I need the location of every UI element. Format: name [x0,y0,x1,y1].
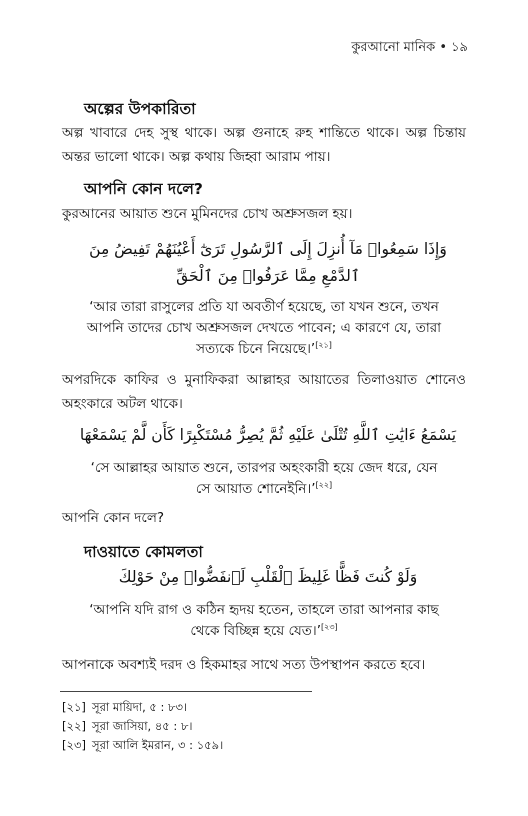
footnote-number: [২১] [62,700,86,714]
quote-text: ‘আর তারা রাসুলের প্রতি যা অবতীর্ণ হয়েছে, তা যখন শুনে, তখন আপনি তাদের চোখ অশ্রুসজল দেখতে পাবেন; এ কারণে যে, তারা সত্যকে চিনে নিয়েছে।’ [86,299,442,357]
footnote-text: সূরা মায়িদা, ৫ : ৮৩। [92,700,188,714]
arabic-verse-3: وَلَوْ كُنتَ فَظًّا غَلِيظَ ٱلْقَلْبِ لَٱنفَضُّوا۟ مِنْ حَوْلِكَ [118,568,418,586]
translation-quote-1 [82,297,446,360]
footnote-ref: [২৩] [321,622,338,632]
header-bullet: • [439,40,447,55]
paragraph-benefits: অল্প খাবারে দেহ সুস্থ থাকে। অল্প গুনাহে রুহ শান্তিতে থাকে। অল্প চিন্তায় অন্তর ভালো থাকে। অল্প কথায় জিহ্বা আরাম পায়। [62,125,466,165]
translation-quote-3 [82,600,446,642]
footnote-ref: [২২] [315,480,333,490]
quote-text: ‘আপনি যদি রাগ ও কঠিন হৃদয় হতেন, তাহলে তারা আপনার কাছ থেকে বিচ্ছিন্ন হয়ে যেত।’ [89,602,439,639]
header-title: কুরআনো মানিক [351,40,436,55]
translation-quote-2 [82,458,446,500]
paragraph-contrast: অপরদিকে কাফির ও মুনাফিকরা আল্লাহর আয়াতের তিলাওয়াত শোনেও অহংকারে অটল থাকে। [62,372,466,412]
footnote-divider [60,691,312,692]
paragraph-closing: আপনাকে অবশ্যই দরদ ও হিকমাহর সাথে সত্য উপস্থাপন করতে হবে। [62,657,426,673]
page-number: ১৯ [451,40,468,55]
running-header [351,38,468,59]
arabic-verse-2: يَسْمَعُ ءَايَٰتِ ٱللَّهِ تُتْلَىٰ عَلَيْهِ ثُمَّ يُصِرُّ مُسْتَكْبِرًا كَأَن لَّمْ يَسْمَعْهَا [79,426,457,444]
paragraph-intro: কুরআনের আয়াত শুনে মুমিনদের চোখ অশ্রুসজল হয়। [62,206,353,222]
section-heading-benefits: অল্পের উপকারিতা [84,100,196,118]
footnote-text: সূরা জাসিয়া, ৪৫ : ৮। [92,719,193,733]
footnote-1 [62,699,187,718]
section-heading-which-group: আপনি কোন দলে? [84,180,203,198]
section-heading-gentleness: দাওয়াতে কোমলতা [84,543,203,561]
footnote-number: [২৩] [62,738,86,752]
footnote-2 [62,718,193,737]
footnote-text: সূরা আলি ইমরান, ৩ : ১৫৯। [92,738,224,752]
footnote-number: [২২] [62,719,86,733]
footnote-ref: [২১] [315,340,332,350]
question-line: আপনি কোন দলে? [62,510,165,526]
footnote-3 [62,737,223,756]
arabic-verse-1: وَإِذَا سَمِعُوا۟ مَآ أُنزِلَ إِلَى ٱلرَّسُولِ تَرَىٰٓ أَعْيُنَهُمْ تَفِيضُ مِنَ ٱلدَّمْعِ مِمَّا عَرَفُوا۟ مِنَ ٱلْحَقِّ [89,240,447,285]
quote-text: ‘সে আল্লাহর আয়াত শুনে, তারপর অহংকারী হয়ে জেদ ধরে, যেন সে আয়াত শোনেইনি।’ [90,460,438,497]
